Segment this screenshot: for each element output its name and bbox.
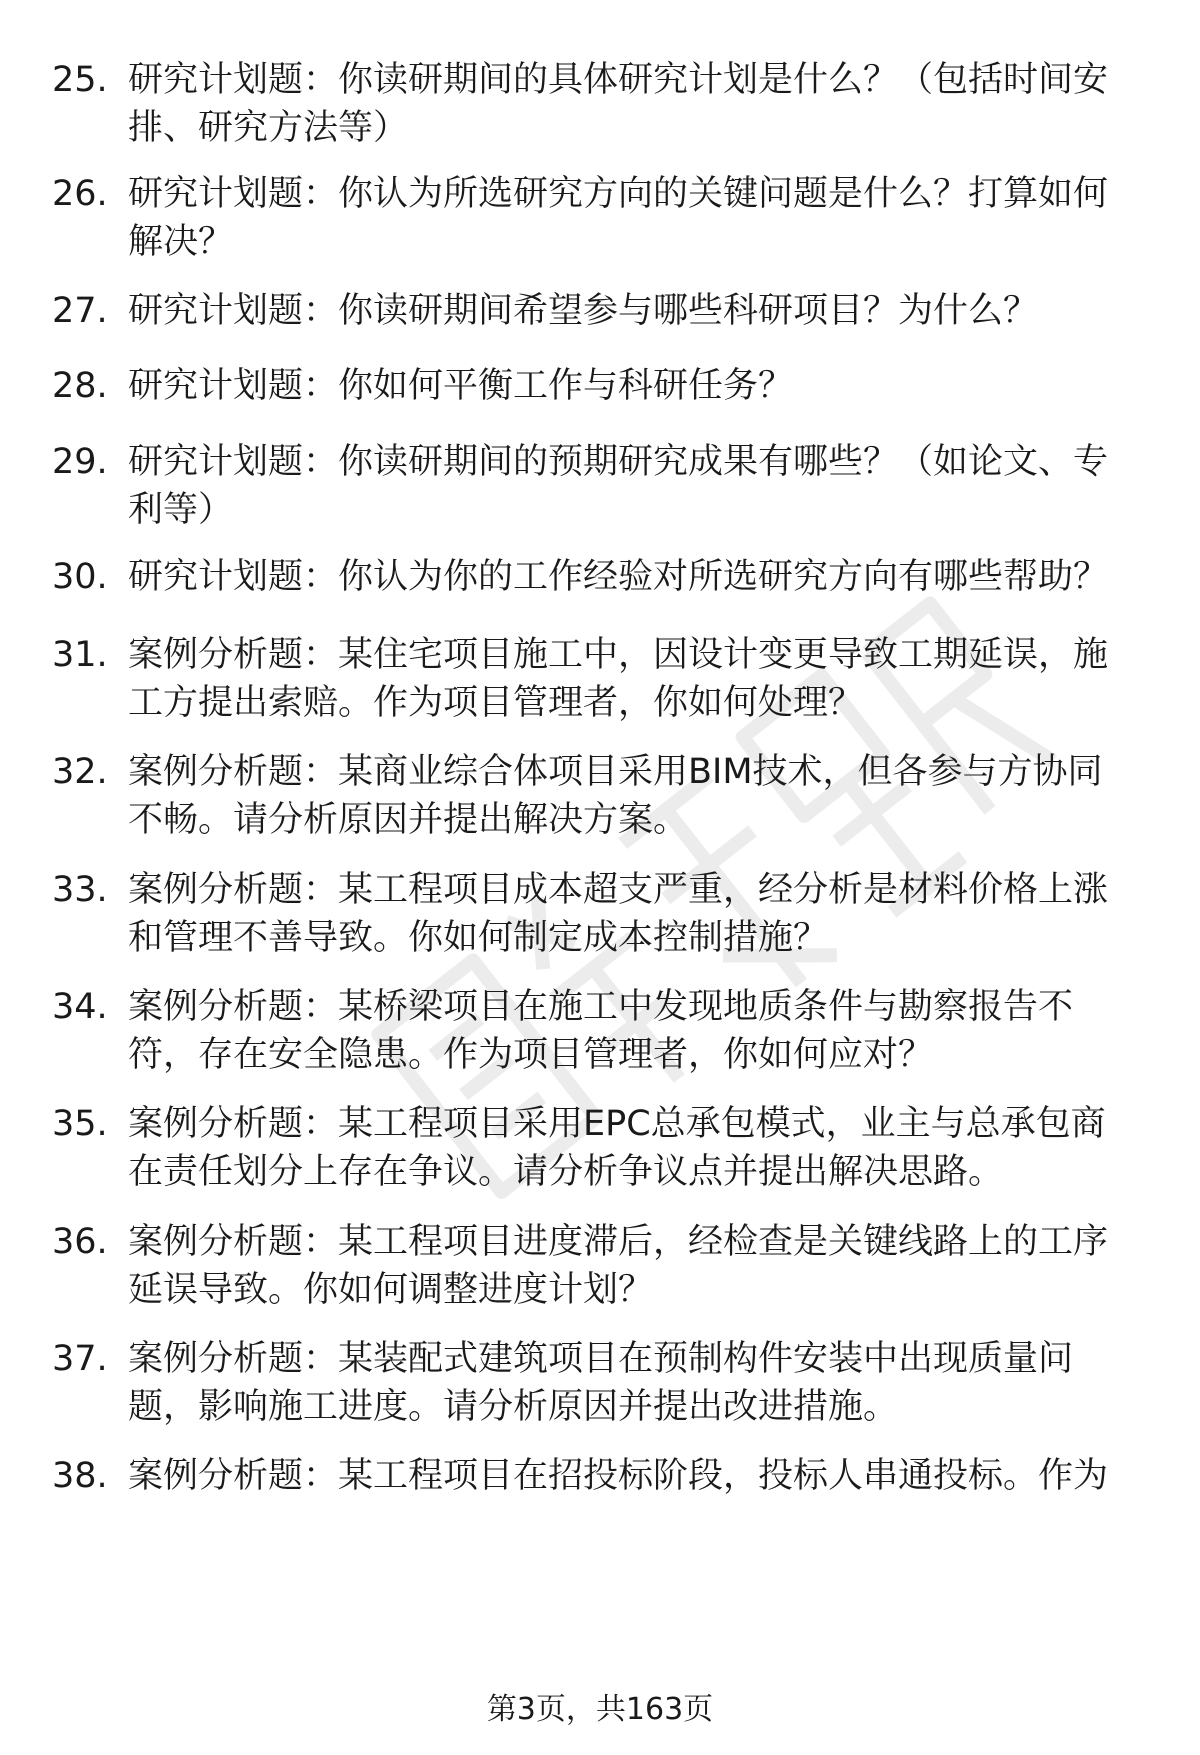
item-number: 35. [52,1104,108,1144]
item-text: 研究计划题：你认为你的工作经验对所选研究方向有哪些帮助？ [128,557,1109,597]
item-text: 案例分析题：某商业综合体项目采用BIM技术，但各参与方协同 不畅。请分析原因并提出解决方案。 [128,752,1103,840]
item-number: 28. [52,366,108,406]
item-text: 研究计划题：你认为所选研究方向的关键问题是什么？打算如何 解决？ [128,174,1109,262]
item-text: 研究计划题：你读研期间的预期研究成果有哪些？（如论文、专 利等） [128,442,1109,530]
item-text: 案例分析题：某工程项目进度滞后，经检查是关键线路上的工序 延误导致。你如何调整进度计划？ [128,1222,1109,1310]
item-number: 33. [52,870,108,910]
item-number: 38. [52,1456,108,1496]
item-number: 31. [52,635,108,675]
item-number: 32. [52,752,108,792]
item-text: 研究计划题：你读研期间希望参与哪些科研项目？为什么？ [128,291,1039,331]
item-number: 30. [52,557,108,597]
item-number: 34. [52,987,108,1027]
item-text: 案例分析题：某桥梁项目在施工中发现地质条件与勘察报告不 符，存在安全隐患。作为项目管理者，你如何应对？ [128,987,1074,1075]
item-text: 案例分析题：某装配式建筑项目在预制构件安装中出现质量问 题，影响施工进度。请分析原因并提出改进措施。 [128,1339,1074,1427]
item-number: 25. [52,60,108,100]
item-number: 37. [52,1339,108,1379]
item-text: 研究计划题：你如何平衡工作与科研任务？ [128,366,794,406]
item-text: 案例分析题：某工程项目成本超支严重，经分析是材料价格上涨 和管理不善导致。你如何制定成本控制措施？ [128,870,1109,958]
item-number: 27. [52,291,108,331]
page-number: 第3页，共163页 [486,1692,714,1727]
page-footer [0,1690,1200,1730]
item-text: 案例分析题：某工程项目在招投标阶段，投标人串通投标。作为 [128,1456,1109,1496]
item-text: 案例分析题：某住宅项目施工中，因设计变更导致工期延误，施 工方提出索赔。作为项目管理者，你如何处理？ [128,635,1109,723]
item-text: 研究计划题：你读研期间的具体研究计划是什么？（包括时间安 排、研究方法等） [128,60,1109,148]
item-number: 29. [52,442,108,482]
item-number: 26. [52,174,108,214]
item-text: 案例分析题：某工程项目采用EPC总承包模式，业主与总承包商 在责任划分上存在争议。请分析争议点并提出解决思路。 [128,1104,1106,1192]
item-number: 36. [52,1222,108,1262]
